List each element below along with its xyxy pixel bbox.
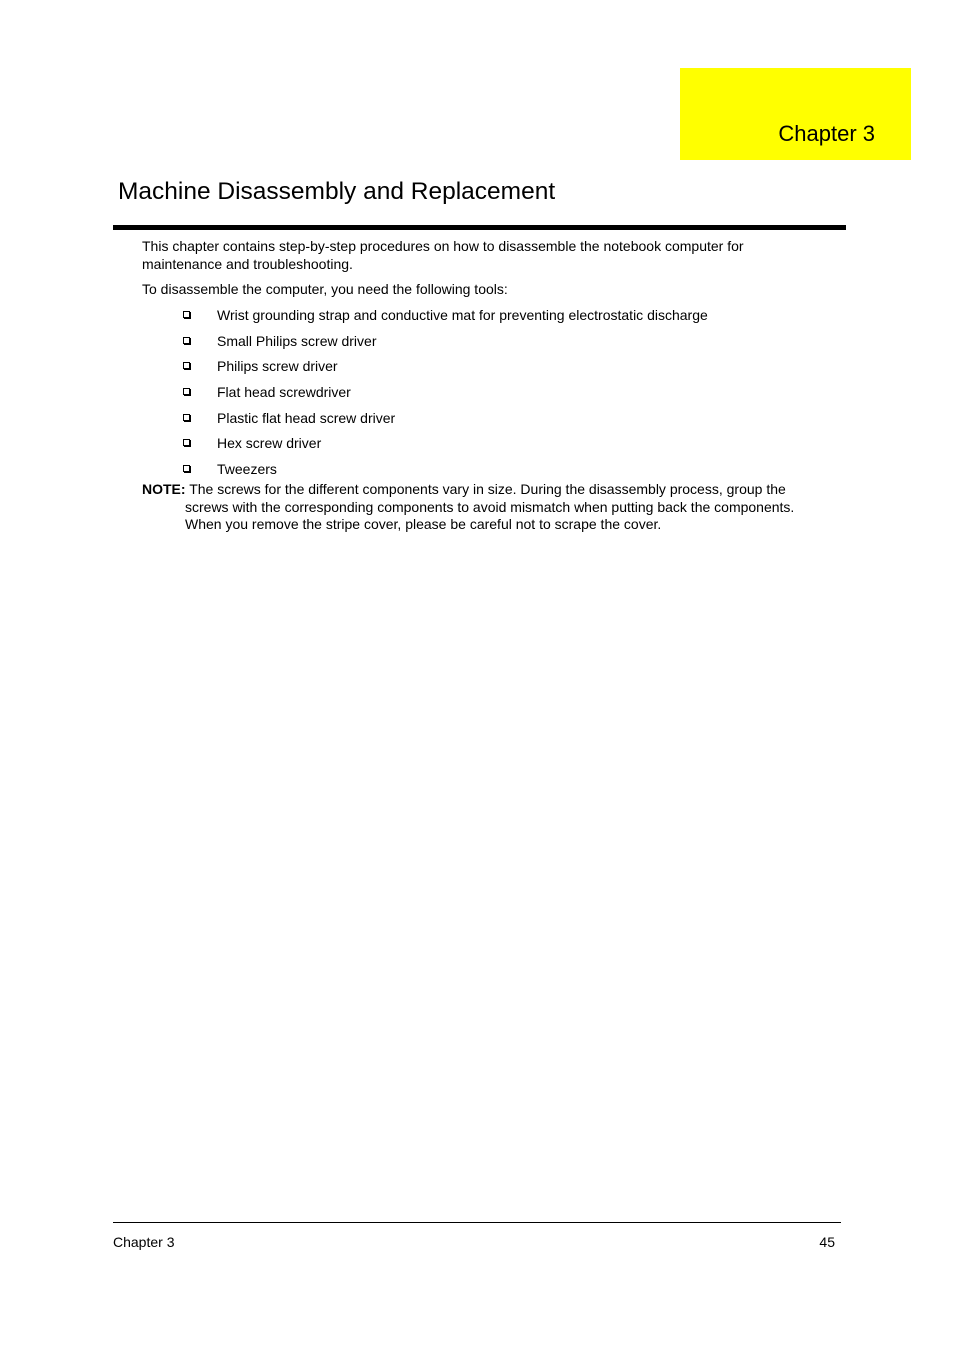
checkbox-bullet-icon	[183, 439, 190, 446]
checkbox-bullet-icon	[183, 362, 190, 369]
tools-intro-paragraph: To disassemble the computer, you need the following tools:	[142, 281, 508, 297]
note-text: The screws for the different components vary in size. During the disassembly process, group the screws with the corresponding components to avoid mismatch when putting back the components. When you remove the stripe cover, please be careful not to scrape the cover.	[185, 481, 795, 533]
checkbox-bullet-icon	[183, 337, 190, 344]
checkbox-bullet-icon	[183, 388, 190, 395]
tool-label: Wrist grounding strap and conductive mat for preventing electrostatic discharge	[217, 307, 708, 323]
intro-paragraph: This chapter contains step-by-step procedures on how to disassemble the notebook computer for maintenance and troubleshooting.	[142, 238, 744, 272]
tool-label: Plastic flat head screw driver	[217, 409, 396, 426]
checkbox-bullet-icon	[183, 414, 190, 421]
chapter-tab	[680, 68, 911, 160]
tool-label: Tweezers	[217, 461, 277, 478]
checkbox-bullet-icon	[183, 311, 190, 318]
tool-label: Flat head screwdriver	[217, 384, 351, 401]
tool-label: Small Philips screw driver	[217, 332, 377, 349]
page-number: 45	[819, 1234, 835, 1250]
tool-label: Philips screw driver	[217, 358, 338, 375]
title-divider	[113, 225, 846, 230]
checkbox-bullet-icon	[183, 465, 190, 472]
footer-chapter: Chapter 3	[113, 1234, 175, 1250]
chapter-tab-label: Chapter 3	[778, 121, 875, 146]
footer-divider	[113, 1222, 841, 1223]
note-label: NOTE:	[142, 481, 186, 497]
page-title: Machine Disassembly and Replacement	[118, 178, 556, 205]
note-paragraph	[142, 481, 822, 534]
tool-label: Hex screw driver	[217, 435, 322, 452]
